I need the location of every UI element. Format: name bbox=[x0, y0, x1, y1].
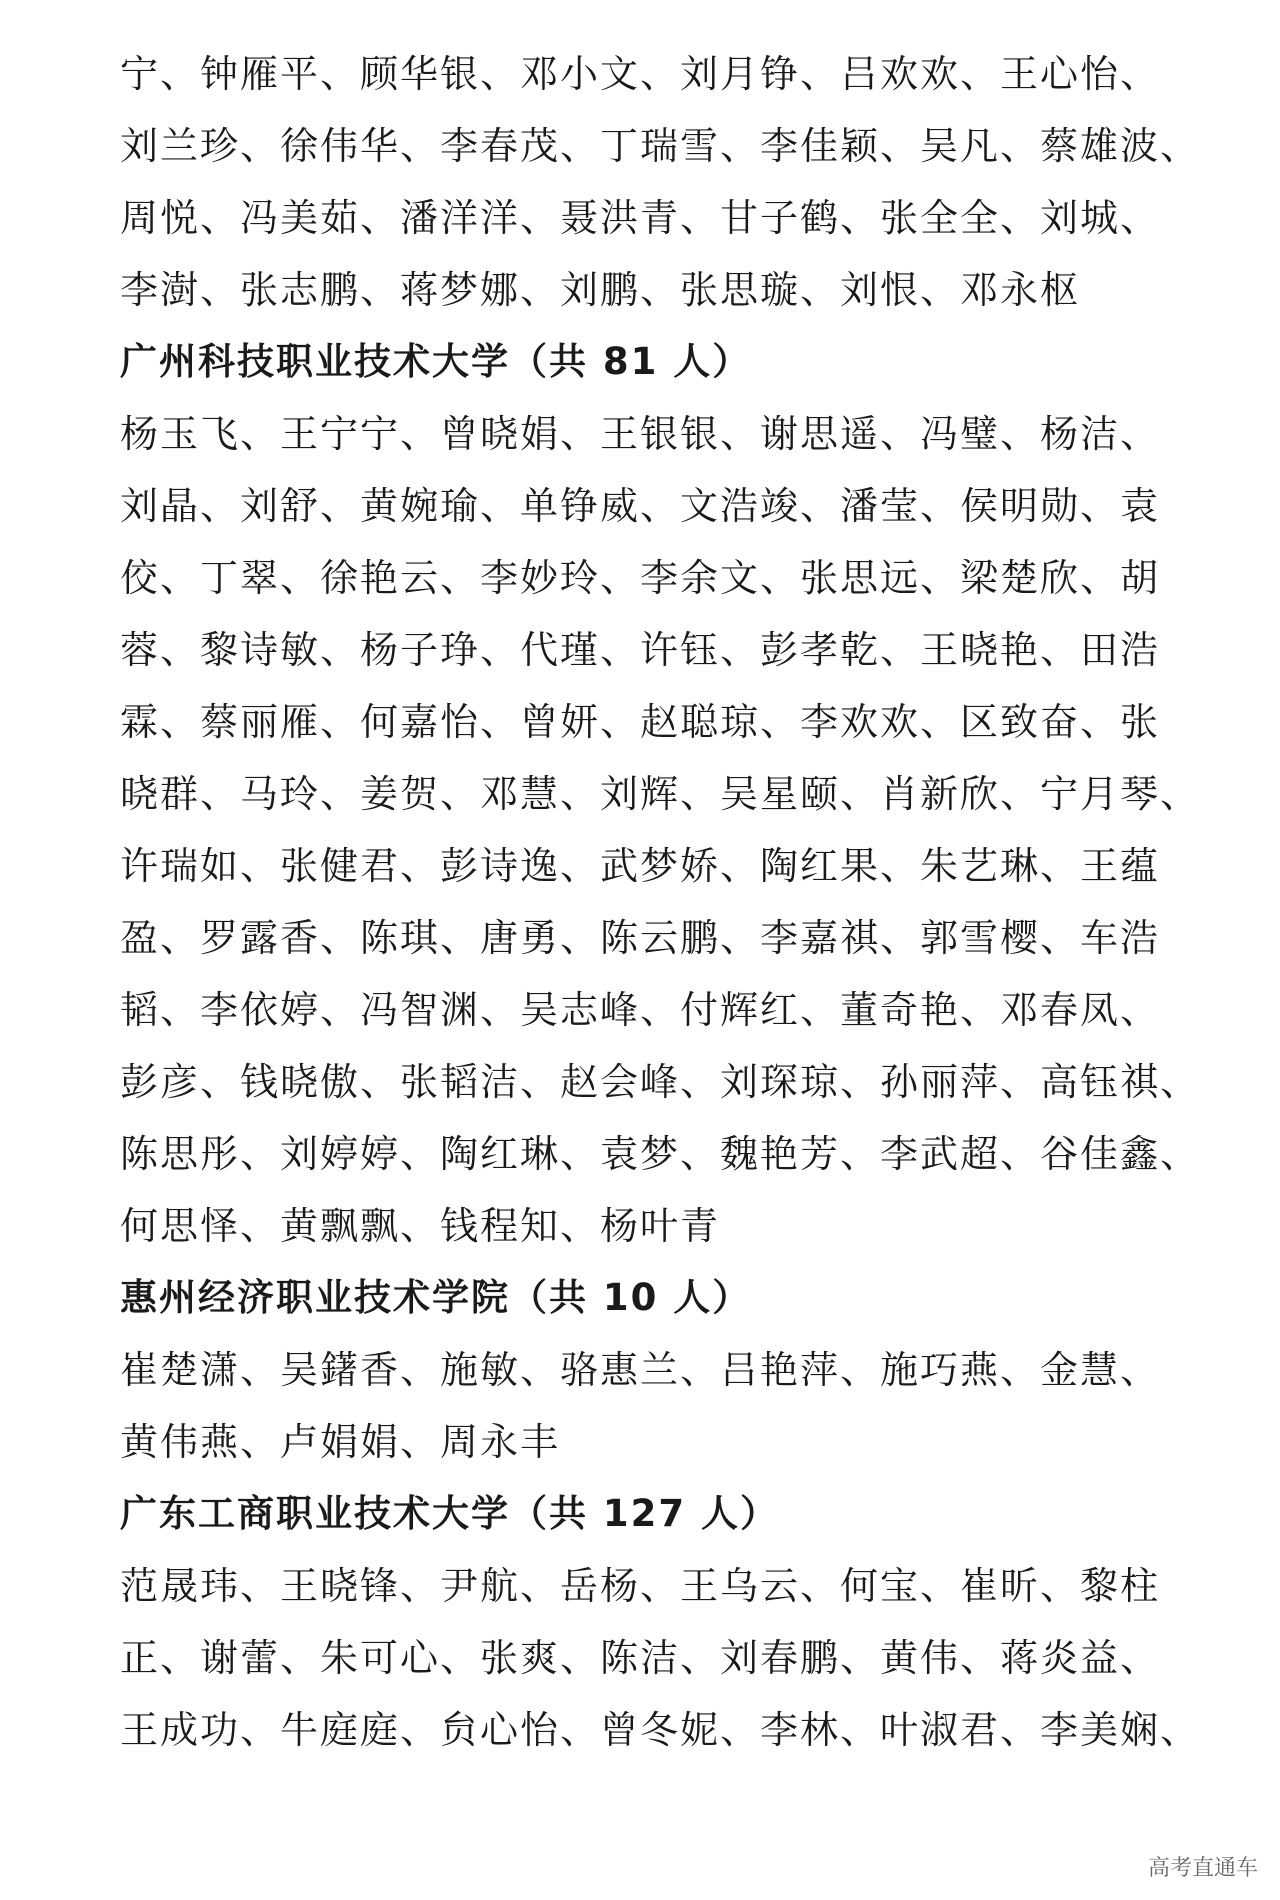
name-line: 晓群、马玲、姜贺、邓慧、刘辉、吴星颐、肖新欣、宁月琴、 bbox=[120, 772, 1201, 816]
watermark: 高考直通车 bbox=[1147, 1856, 1258, 1881]
section-heading: 广州科技职业技术大学（共 81 人） bbox=[120, 340, 752, 383]
section-heading: 广东工商职业技术大学（共 127 人） bbox=[120, 1492, 779, 1535]
name-line: 王成功、牛庭庭、贠心怡、曾冬妮、李林、叶淑君、李美娴、 bbox=[120, 1708, 1201, 1752]
name-line: 陈思彤、刘婷婷、陶红琳、袁梦、魏艳芳、李武超、谷佳鑫、 bbox=[120, 1132, 1201, 1176]
name-line: 彭彦、钱晓傲、张韬洁、赵会峰、刘琛琼、孙丽萍、高钰祺、 bbox=[120, 1060, 1201, 1104]
name-line: 杨玉飞、王宁宁、曾晓娟、王银银、谢思遥、冯璧、杨洁、 bbox=[120, 412, 1161, 456]
name-line: 蓉、黎诗敏、杨子琤、代瑾、许钰、彭孝乾、王晓艳、田浩 bbox=[120, 628, 1161, 672]
section-huizhou-jingji bbox=[120, 1262, 1180, 1478]
name-line: 刘晶、刘舒、黄婉瑜、单铮威、文浩竣、潘莹、侯明勋、袁 bbox=[120, 484, 1161, 528]
document-page bbox=[120, 38, 1201, 1766]
name-line: 霖、蔡丽雁、何嘉怡、曾妍、赵聪琼、李欢欢、区致奋、张 bbox=[120, 700, 1161, 744]
name-line: 范晟玮、王晓锋、尹航、岳杨、王乌云、何宝、崔昕、黎柱 bbox=[120, 1564, 1161, 1608]
name-line: 宁、钟雁平、顾华银、邓小文、刘月铮、吕欢欢、王心怡、 bbox=[120, 52, 1161, 96]
name-line: 正、谢蕾、朱可心、张爽、陈洁、刘春鹏、黄伟、蒋炎益、 bbox=[120, 1636, 1161, 1680]
section-guangzhou-keji bbox=[120, 326, 1201, 1262]
name-line: 何思怿、黄飘飘、钱程知、杨叶青 bbox=[120, 1204, 721, 1248]
name-line: 崔楚潇、吴鐯香、施敏、骆惠兰、吕艳萍、施巧燕、金慧、 bbox=[120, 1348, 1161, 1392]
name-line: 盈、罗露香、陈琪、唐勇、陈云鹏、李嘉祺、郭雪樱、车浩 bbox=[120, 916, 1161, 960]
section-guangdong-gongshang bbox=[120, 1478, 1201, 1766]
name-line: 李澍、张志鹏、蒋梦娜、刘鹏、张思璇、刘恨、邓永枢 bbox=[120, 268, 1081, 312]
name-line: 刘兰珍、徐伟华、李春茂、丁瑞雪、李佳颖、吴凡、蔡雄波、 bbox=[120, 124, 1201, 168]
name-line: 黄伟燕、卢娟娟、周永丰 bbox=[120, 1420, 561, 1464]
name-line: 韬、李依婷、冯智渊、吴志峰、付辉红、董奇艳、邓春凤、 bbox=[120, 988, 1161, 1032]
name-line: 佼、丁翠、徐艳云、李妙玲、李余文、张思远、梁楚欣、胡 bbox=[120, 556, 1161, 600]
name-line: 许瑞如、张健君、彭诗逸、武梦娇、陶红果、朱艺琳、王蕴 bbox=[120, 844, 1161, 888]
name-line: 周悦、冯美茹、潘洋洋、聂洪青、甘子鹤、张全全、刘城、 bbox=[120, 196, 1161, 240]
section-continuation bbox=[120, 38, 1201, 326]
section-heading: 惠州经济职业技术学院（共 10 人） bbox=[120, 1276, 752, 1319]
